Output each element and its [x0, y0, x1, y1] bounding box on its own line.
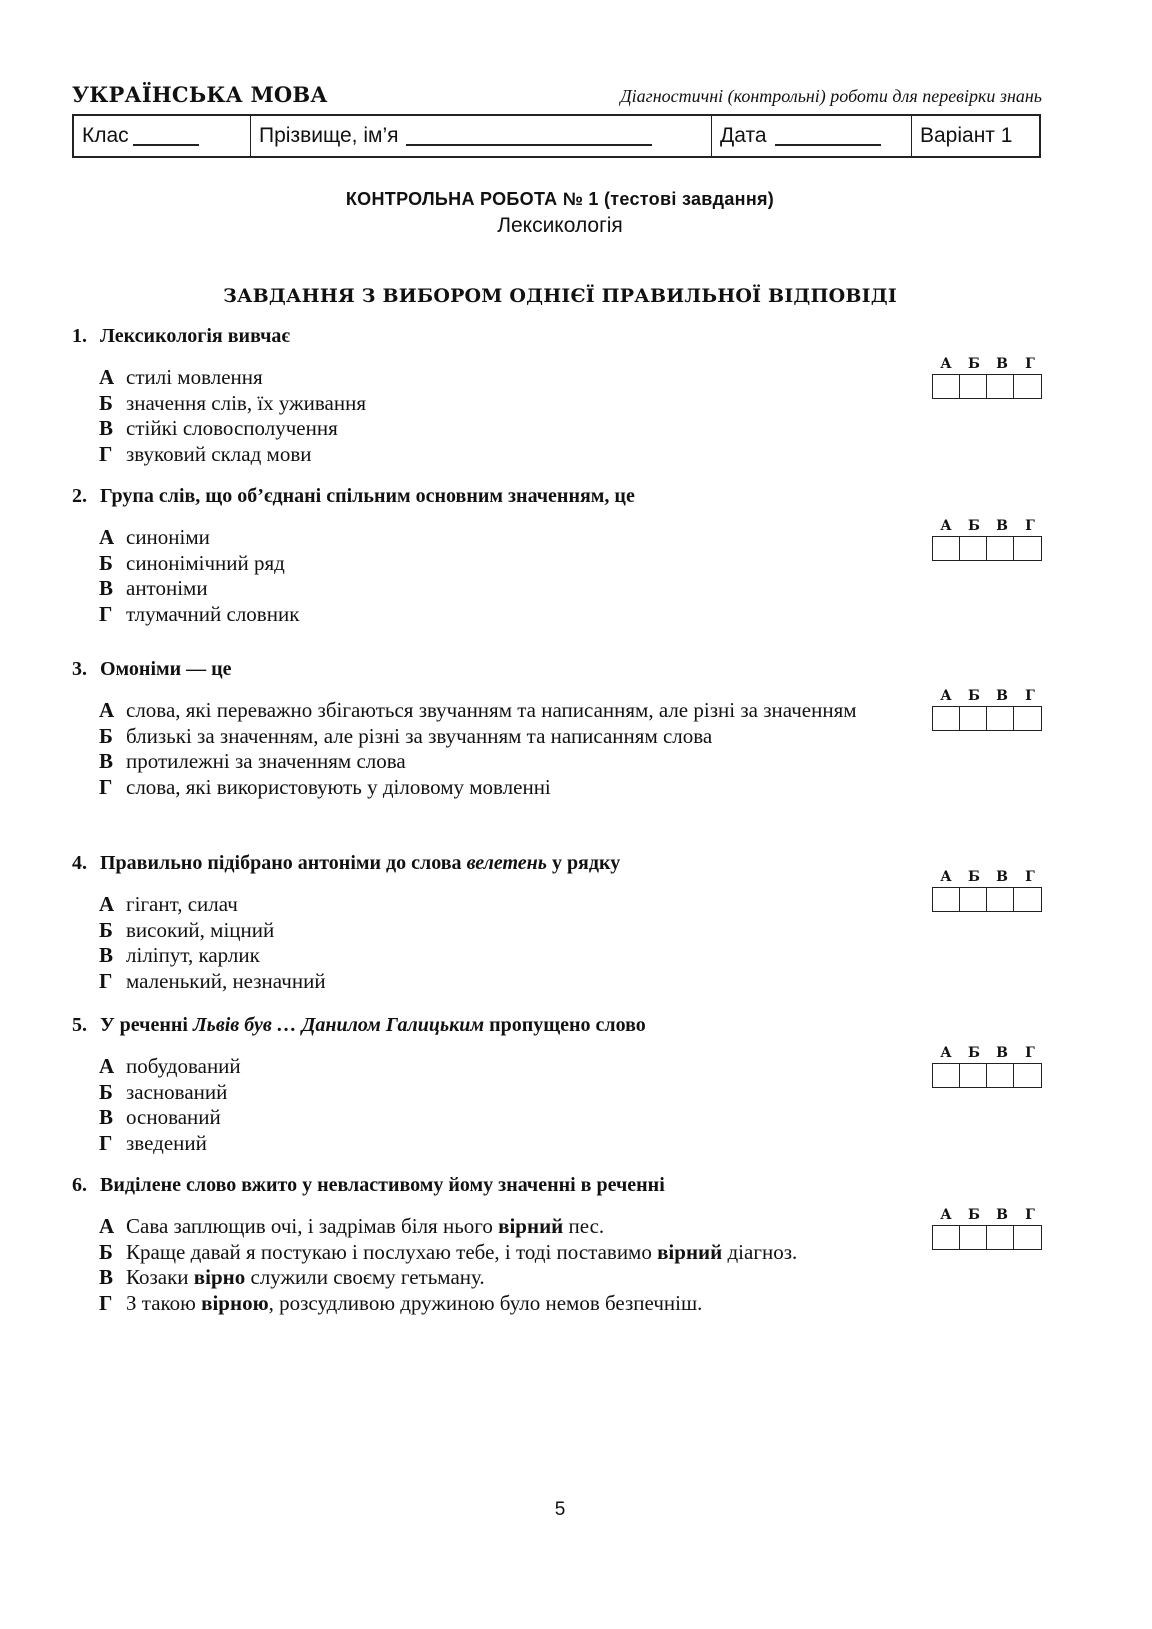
highlighted-word: вірний — [498, 1214, 564, 1238]
option-letter: Г — [99, 601, 113, 626]
option-letter: Г — [99, 1290, 113, 1315]
running-header — [72, 82, 1042, 110]
option-text: стійкі словосполучення — [126, 416, 338, 440]
option-letter: В — [99, 943, 114, 967]
answer-box-a[interactable] — [933, 1226, 960, 1249]
answer-letter: Б — [968, 356, 980, 372]
question-prompt-start: У реченні — [100, 1014, 193, 1036]
name-blank-field[interactable] — [406, 126, 652, 146]
option-b — [99, 724, 899, 750]
option-a — [99, 892, 899, 918]
option-text: значення слів, їх уживання — [126, 390, 366, 415]
option-text: заснований — [126, 1079, 228, 1104]
answer-letter: Г — [1025, 688, 1035, 704]
question-1 — [72, 324, 1052, 467]
option-b — [99, 1080, 899, 1106]
answer-letter: Г — [1025, 356, 1035, 372]
option-text: тлумачний словник — [126, 601, 300, 626]
option-letter: Б — [99, 917, 113, 942]
answer-box-a[interactable] — [933, 537, 960, 560]
answer-grid-2 — [932, 518, 1044, 561]
option-text: звуковий склад мови — [126, 441, 312, 466]
question-text — [72, 1173, 1052, 1197]
date-blank-field[interactable] — [775, 126, 881, 146]
option-text: стилі мовлення — [126, 365, 263, 389]
question-number: 5. — [72, 1014, 87, 1036]
option-letter: Б — [99, 723, 113, 748]
student-info-table — [72, 114, 1041, 158]
option-text: близькі за значенням, але різні за звучанням та написанням слова — [126, 723, 713, 748]
answer-box-v[interactable] — [987, 707, 1014, 730]
option-letter: Б — [99, 1239, 113, 1264]
answer-box-v[interactable] — [987, 1064, 1014, 1087]
question-number: 4. — [72, 852, 87, 874]
option-letter: В — [99, 749, 114, 773]
option-v — [99, 576, 899, 602]
option-letter: Б — [99, 1079, 113, 1104]
option-text-start: З такою — [126, 1290, 202, 1315]
option-letter: А — [99, 525, 115, 549]
question-prompt: Група слів, що об’єднані спільним основним значенням, це — [100, 485, 635, 507]
name-cell — [251, 116, 712, 156]
answer-letter: В — [996, 356, 1008, 372]
option-h — [99, 969, 899, 995]
answer-grid-boxes — [932, 1063, 1042, 1088]
question-5 — [72, 1013, 1052, 1156]
option-b — [99, 918, 899, 944]
answer-box-a[interactable] — [933, 375, 960, 398]
answer-box-h[interactable] — [1014, 888, 1041, 911]
answer-letter: А — [940, 1207, 952, 1223]
answer-box-b[interactable] — [960, 1226, 987, 1249]
answer-letter: Б — [968, 1045, 980, 1061]
date-label: Дата — [720, 124, 767, 147]
answer-grid-labels — [932, 356, 1044, 374]
answer-box-v[interactable] — [987, 888, 1014, 911]
answer-box-v[interactable] — [987, 537, 1014, 560]
answer-box-h[interactable] — [1014, 1226, 1041, 1249]
option-text: побудований — [126, 1054, 241, 1078]
option-text: слова, які переважно збігаються звучанням та написанням, але різні за значенням — [126, 698, 857, 722]
option-letter: В — [99, 1265, 114, 1289]
question-3 — [72, 657, 1052, 800]
answer-letter: В — [996, 1045, 1008, 1061]
option-letter: Б — [99, 390, 113, 415]
answer-letter: Б — [968, 518, 980, 534]
answer-grid-6 — [932, 1207, 1044, 1250]
answer-letter: А — [940, 1045, 952, 1061]
answer-grid-boxes — [932, 536, 1042, 561]
option-v — [99, 1105, 899, 1131]
answer-grid-boxes — [932, 1225, 1042, 1250]
option-letter: А — [99, 365, 115, 389]
answer-grid-labels — [932, 688, 1044, 706]
section-title: ЗАВДАННЯ З ВИБОРОМ ОДНІЄЇ ПРАВИЛЬНОЇ ВІДПОВІДІ — [223, 285, 897, 307]
answer-grid-boxes — [932, 706, 1042, 731]
answer-box-h[interactable] — [1014, 537, 1041, 560]
answer-letter: А — [940, 518, 952, 534]
option-text: протилежні за значенням слова — [126, 749, 406, 773]
answer-letter: Г — [1025, 869, 1035, 885]
question-6 — [72, 1173, 1052, 1316]
option-text-start: Сава заплющив очі, і задрімав біля нього — [126, 1214, 499, 1238]
option-text: оснований — [126, 1105, 221, 1129]
option-v — [99, 749, 899, 775]
answer-grid-3 — [932, 688, 1044, 731]
option-text: зведений — [126, 1130, 207, 1155]
question-prompt-start: Правильно підібрано антоніми до слова — [100, 852, 467, 874]
option-text: синоніми — [126, 525, 210, 549]
option-text: ліліпут, карлик — [126, 943, 260, 967]
question-prompt: Омоніми — це — [100, 658, 232, 680]
answer-grid-1 — [932, 356, 1044, 399]
question-italic-sentence: Львів був … Данилом Галицьким — [192, 1014, 485, 1036]
option-a — [99, 525, 899, 551]
answer-box-b[interactable] — [960, 1064, 987, 1087]
answer-letter: А — [940, 688, 952, 704]
question-number: 6. — [72, 1174, 87, 1196]
option-b — [99, 391, 899, 417]
option-h — [99, 1291, 919, 1317]
question-prompt-end: пропущено слово — [484, 1014, 646, 1036]
option-text: гігант, силач — [126, 892, 238, 916]
answer-grid-labels — [932, 869, 1044, 887]
option-letter: Г — [99, 774, 113, 799]
answer-box-b[interactable] — [960, 537, 987, 560]
option-b — [99, 1240, 919, 1266]
option-letter: В — [99, 1105, 114, 1129]
option-text-start: Козаки — [126, 1265, 194, 1289]
answer-grid-boxes — [932, 887, 1042, 912]
option-v — [99, 416, 899, 442]
option-text: маленький, незначний — [126, 968, 326, 993]
question-prompt: Виділене слово вжито у невластивому йому значенні в реченні — [100, 1174, 665, 1196]
option-a — [99, 365, 899, 391]
answer-letter: А — [940, 869, 952, 885]
question-italic-word: велетень — [466, 852, 547, 874]
series-title: Діагностичні (контрольні) роботи для перевірки знань — [620, 86, 1042, 106]
option-text: високий, міцний — [126, 917, 275, 942]
answer-letter: Г — [1025, 1207, 1035, 1223]
answer-grid-5 — [932, 1045, 1044, 1088]
question-number: 3. — [72, 658, 87, 680]
option-text — [126, 1214, 919, 1240]
answer-grid-boxes — [932, 374, 1042, 399]
option-a — [99, 698, 899, 724]
question-2 — [72, 484, 1052, 627]
option-text — [126, 1265, 919, 1291]
class-blank-field[interactable] — [133, 126, 199, 146]
highlighted-word: вірною — [201, 1290, 269, 1315]
option-letter: Г — [99, 441, 113, 466]
option-letter: А — [99, 1214, 115, 1238]
option-text-end: пес. — [563, 1214, 605, 1238]
test-title: КОНТРОЛЬНА РОБОТА № 1 (тестові завдання) — [345, 189, 775, 209]
answer-letter: В — [996, 869, 1008, 885]
option-text: антоніми — [126, 576, 208, 600]
answer-letter: Г — [1025, 518, 1035, 534]
question-number: 1. — [72, 325, 87, 347]
test-topic: Лексикологія — [497, 214, 623, 237]
option-letter: Г — [99, 1130, 113, 1155]
class-label: Клас — [82, 124, 129, 147]
option-text — [126, 1291, 919, 1317]
subject-title: УКРАЇНСЬКА МОВА — [72, 82, 328, 107]
option-letter: А — [99, 892, 115, 916]
answer-box-v[interactable] — [987, 375, 1014, 398]
options-list — [99, 1054, 899, 1156]
answer-box-v[interactable] — [987, 1226, 1014, 1249]
option-v — [99, 1265, 919, 1291]
question-prompt: Лексикологія вивчає — [100, 325, 291, 347]
date-cell — [712, 116, 912, 156]
options-list — [99, 892, 899, 994]
answer-box-h[interactable] — [1014, 707, 1041, 730]
answer-box-a[interactable] — [933, 1064, 960, 1087]
answer-letter: Б — [968, 869, 980, 885]
answer-letter: В — [996, 518, 1008, 534]
option-text: слова, які використовують у діловому мовленні — [126, 774, 551, 799]
answer-box-a[interactable] — [933, 707, 960, 730]
option-h — [99, 602, 899, 628]
option-letter: В — [99, 576, 114, 600]
option-h — [99, 1131, 899, 1157]
answer-grid-labels — [932, 518, 1044, 536]
question-text — [72, 484, 1052, 508]
question-text — [72, 851, 1052, 875]
answer-grid-labels — [932, 1045, 1044, 1063]
answer-box-h[interactable] — [1014, 375, 1041, 398]
answer-box-b[interactable] — [960, 888, 987, 911]
answer-letter: А — [940, 356, 952, 372]
name-label: Прізвище, ім’я — [259, 124, 399, 147]
question-text — [72, 324, 1052, 348]
options-list — [99, 365, 899, 467]
answer-letter: Б — [968, 1207, 980, 1223]
option-text-end: служили своєму гетьману. — [245, 1265, 485, 1289]
class-cell — [74, 116, 251, 156]
question-4 — [72, 851, 1052, 994]
question-text — [72, 1013, 1052, 1037]
option-letter: А — [99, 698, 115, 722]
question-number: 2. — [72, 485, 87, 507]
answer-box-b[interactable] — [960, 707, 987, 730]
page-number: 5 — [554, 1499, 566, 1520]
variant-cell — [912, 116, 1039, 156]
option-letter: В — [99, 416, 114, 440]
option-h — [99, 775, 899, 801]
variant-label: Варіант 1 — [920, 124, 1013, 147]
option-b — [99, 551, 899, 577]
options-list — [99, 1214, 919, 1316]
options-list — [99, 525, 899, 627]
answer-letter: Б — [968, 688, 980, 704]
highlighted-word: вірно — [193, 1265, 246, 1289]
option-v — [99, 943, 899, 969]
question-prompt-end: у рядку — [546, 852, 621, 874]
answer-box-b[interactable] — [960, 375, 987, 398]
answer-grid-4 — [932, 869, 1044, 912]
option-a — [99, 1214, 919, 1240]
option-h — [99, 442, 899, 468]
option-letter: А — [99, 1054, 115, 1078]
answer-box-h[interactable] — [1014, 1064, 1041, 1087]
option-letter: Б — [99, 550, 113, 575]
option-text-end: , розсудливою дружиною було немов безпечніш. — [268, 1290, 703, 1315]
answer-letter: В — [996, 1207, 1008, 1223]
highlighted-word: вірний — [657, 1239, 723, 1264]
option-a — [99, 1054, 899, 1080]
option-text: синонімічний ряд — [126, 550, 285, 575]
option-letter: Г — [99, 968, 113, 993]
answer-grid-labels — [932, 1207, 1044, 1225]
answer-letter: В — [996, 688, 1008, 704]
answer-box-a[interactable] — [933, 888, 960, 911]
option-text-end: діагноз. — [722, 1239, 798, 1264]
options-list — [99, 698, 899, 800]
option-text — [126, 1240, 919, 1266]
option-text-start: Краще давай я постукаю і послухаю тебе, і тоді поставимо — [126, 1239, 658, 1264]
answer-letter: Г — [1025, 1045, 1035, 1061]
question-text — [72, 657, 1052, 681]
